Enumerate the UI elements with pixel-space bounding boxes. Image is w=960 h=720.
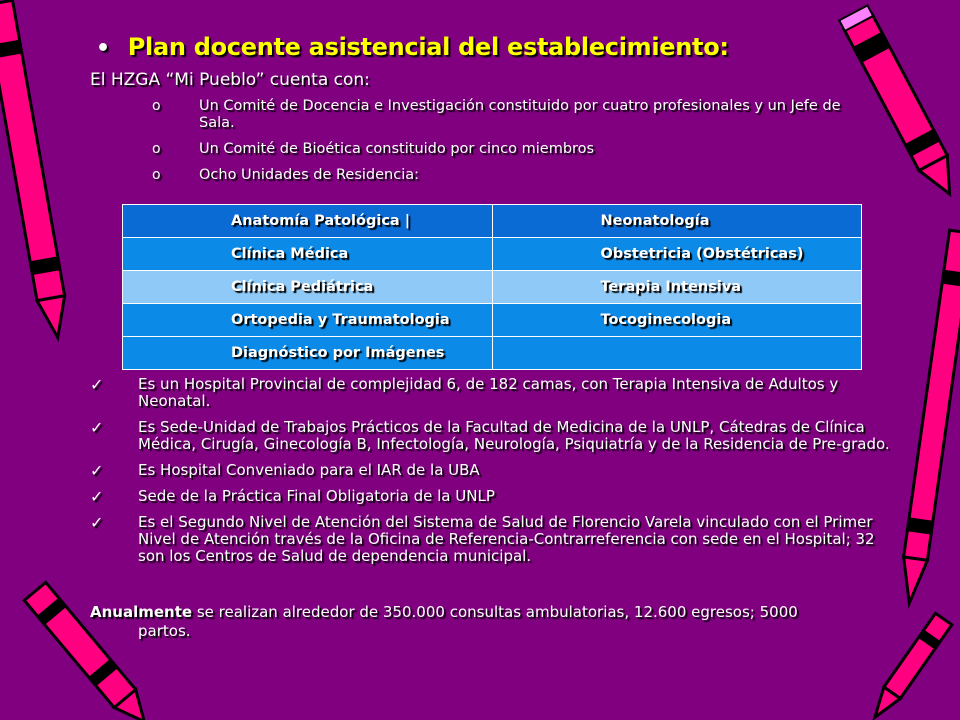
table-cell: Ortopedia y Traumatologia xyxy=(123,304,493,337)
table-cell: Clínica Médica xyxy=(123,238,493,271)
table-cell: Clínica Pediátrica xyxy=(123,271,493,304)
list-item: ✓ Es un Hospital Provincial de complejidad 6, de 182 camas, con Terapia Intensiva de Adultos y Neonatal. xyxy=(90,375,839,410)
list-item: ✓ Es el Segundo Nivel de Atención del Sistema de Salud de Florencio Varela vinculado con el Primer Nivel de Atención través de la Oficina de Referencia-Contrarreferencia con sede en el Hospital; 32 son los Centros de Salud de dependencia municipal. xyxy=(90,513,875,565)
checkmark-icon: ✓ xyxy=(90,375,104,394)
checkmark-icon: ✓ xyxy=(90,513,104,532)
circle-bullet-icon: o xyxy=(152,141,161,157)
table-cell: Terapia Intensiva xyxy=(492,271,862,304)
table-cell: Obstetricia (Obstétricas) xyxy=(492,238,862,271)
list-item: ✓ Es Sede-Unidad de Trabajos Prácticos de la Facultad de Medicina de la UNLP, Cátedras de Clínica Médica, Cirugía, Ginecología B, Infectología, Neurología, Psiquiatría y de la Residencia de Pre-grado. xyxy=(90,418,890,453)
intro-text: El HZGA “Mi Pueblo” cuenta con: xyxy=(90,70,370,90)
facts-list xyxy=(90,376,902,574)
table-row xyxy=(123,271,862,304)
checkmark-icon: ✓ xyxy=(90,418,104,437)
checkmark-icon: ✓ xyxy=(90,487,104,506)
list-item: o Ocho Unidades de Residencia: xyxy=(152,167,420,183)
table-cell: Tocoginecologia xyxy=(492,304,862,337)
table-row xyxy=(123,205,862,238)
circle-bullet-icon: o xyxy=(152,98,161,114)
list-item: ✓ Sede de la Práctica Final Obligatoria de la UNLP xyxy=(90,487,495,506)
table-row xyxy=(123,337,862,370)
list-item: o Un Comité de Bioética constituido por cinco miembros xyxy=(152,141,595,157)
slide-title: • Plan docente asistencial del establecimiento: xyxy=(96,33,729,61)
bullet-icon: • xyxy=(96,36,110,61)
list-item: o Un Comité de Docencia e Investigación constituido por cuatro profesionales y un Jefe de Sala. xyxy=(152,98,841,131)
table-row xyxy=(123,304,862,337)
list-item: ✓ Es Hospital Conveniado para el IAR de la UBA xyxy=(90,461,480,480)
checkmark-icon: ✓ xyxy=(90,461,104,480)
table-cell: Neonatología xyxy=(492,205,862,238)
circle-bullet-icon: o xyxy=(152,167,161,183)
table-cell: Anatomía Patológica | xyxy=(123,205,493,238)
annual-summary: Anualmente se realizan alrededor de 350.000 consultas ambulatorias, 12.600 egresos; 5000 partos. xyxy=(90,603,798,640)
committee-list xyxy=(148,98,878,193)
table-cell: Diagnóstico por Imágenes xyxy=(123,337,493,370)
table-row xyxy=(123,238,862,271)
residency-units-table xyxy=(122,204,862,370)
table-cell xyxy=(492,337,862,370)
